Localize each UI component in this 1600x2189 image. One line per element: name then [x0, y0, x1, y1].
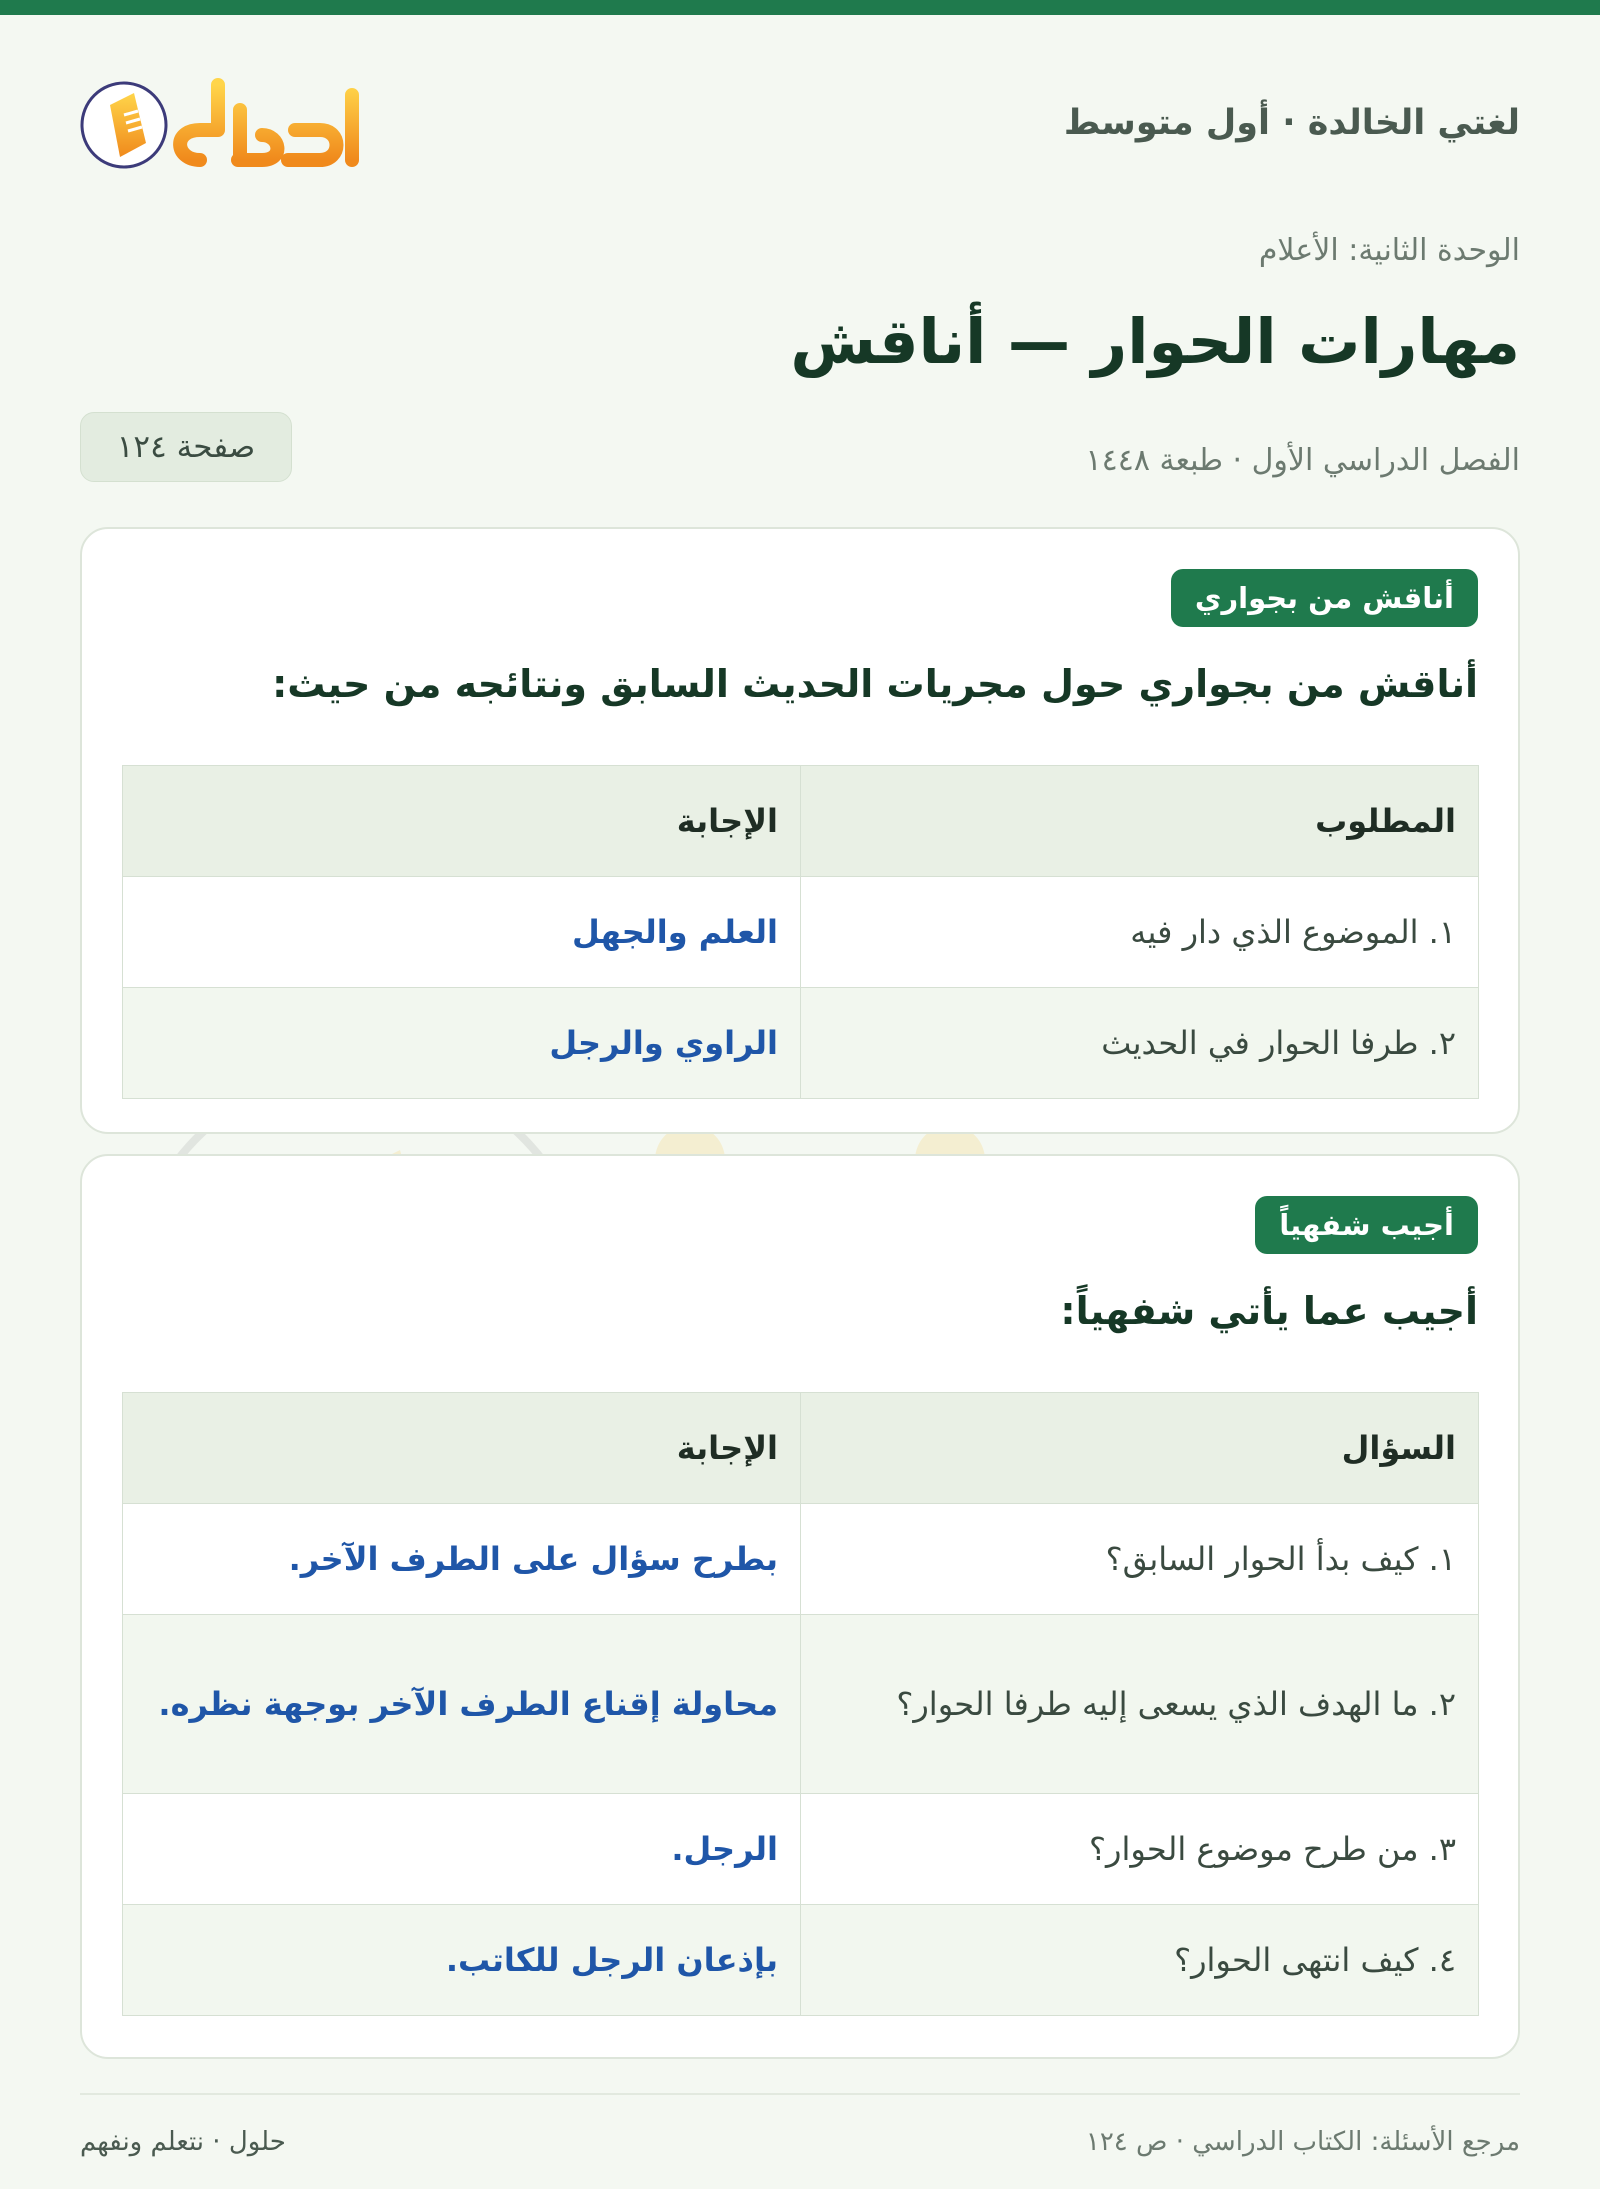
- edition-info: الفصل الدراسي الأول · طبعة ١٤٤٨: [1085, 443, 1520, 478]
- answer-cell: بطرح سؤال على الطرف الآخر.: [123, 1504, 801, 1615]
- column-header-answer: الإجابة: [123, 766, 801, 877]
- question-cell: ٣. من طرح موضوع الحوار؟: [801, 1794, 1479, 1905]
- answer-cell: الراوي والرجل: [123, 988, 801, 1099]
- section-badge: أناقش من بجواري: [1171, 569, 1478, 627]
- page-title: مهارات الحوار — أناقش: [790, 305, 1520, 378]
- section-question: أجيب عما يأتي شفهياً:: [1060, 1289, 1478, 1333]
- answer-cell: بإذعان الرجل للكاتب.: [123, 1905, 801, 2016]
- table-row: [123, 1504, 1479, 1615]
- footer-divider: [80, 2093, 1520, 2095]
- column-header-required: المطلوب: [801, 766, 1479, 877]
- answers-table: [122, 765, 1479, 1099]
- footer-reference: مرجع الأسئلة: الكتاب الدراسي · ص ١٢٤: [1085, 2127, 1520, 2157]
- section-question: أناقش من بجواري حول مجريات الحديث السابق ونتائجه من حيث:: [272, 662, 1478, 706]
- footer-brand: حلول · نتعلم ونفهم: [80, 2127, 286, 2157]
- unit-label: الوحدة الثانية: الأعلام: [1258, 233, 1520, 268]
- table-row: [123, 1905, 1479, 2016]
- discussion-card: [80, 527, 1520, 1134]
- section-badge: أجيب شفهياً: [1255, 1196, 1478, 1254]
- table-row: [123, 1615, 1479, 1794]
- table-header-row: [123, 766, 1479, 877]
- oral-answers-card: [80, 1154, 1520, 2059]
- question-cell: ٢. ما الهدف الذي يسعى إليه طرفا الحوار؟: [801, 1615, 1479, 1794]
- answer-cell: العلم والجهل: [123, 877, 801, 988]
- question-cell: ٢. طرفا الحوار في الحديث: [801, 988, 1479, 1099]
- subject-title: لغتي الخالدة · أول متوسط: [1063, 103, 1520, 143]
- column-header-question: السؤال: [801, 1393, 1479, 1504]
- table-row: [123, 1794, 1479, 1905]
- answers-table: [122, 1392, 1479, 2016]
- table-row: [123, 988, 1479, 1099]
- top-accent-bar: [0, 0, 1600, 15]
- question-cell: ٤. كيف انتهى الحوار؟: [801, 1905, 1479, 2016]
- question-cell: ١. كيف بدأ الحوار السابق؟: [801, 1504, 1479, 1615]
- brand-logo: [80, 65, 370, 185]
- table-row: [123, 877, 1479, 988]
- answer-cell: الرجل.: [123, 1794, 801, 1905]
- page-number-badge: صفحة ١٢٤: [80, 412, 292, 482]
- question-cell: ١. الموضوع الذي دار فيه: [801, 877, 1479, 988]
- answer-cell: محاولة إقناع الطرف الآخر بوجهة نظره.: [123, 1615, 801, 1794]
- table-header-row: [123, 1393, 1479, 1504]
- column-header-answer: الإجابة: [123, 1393, 801, 1504]
